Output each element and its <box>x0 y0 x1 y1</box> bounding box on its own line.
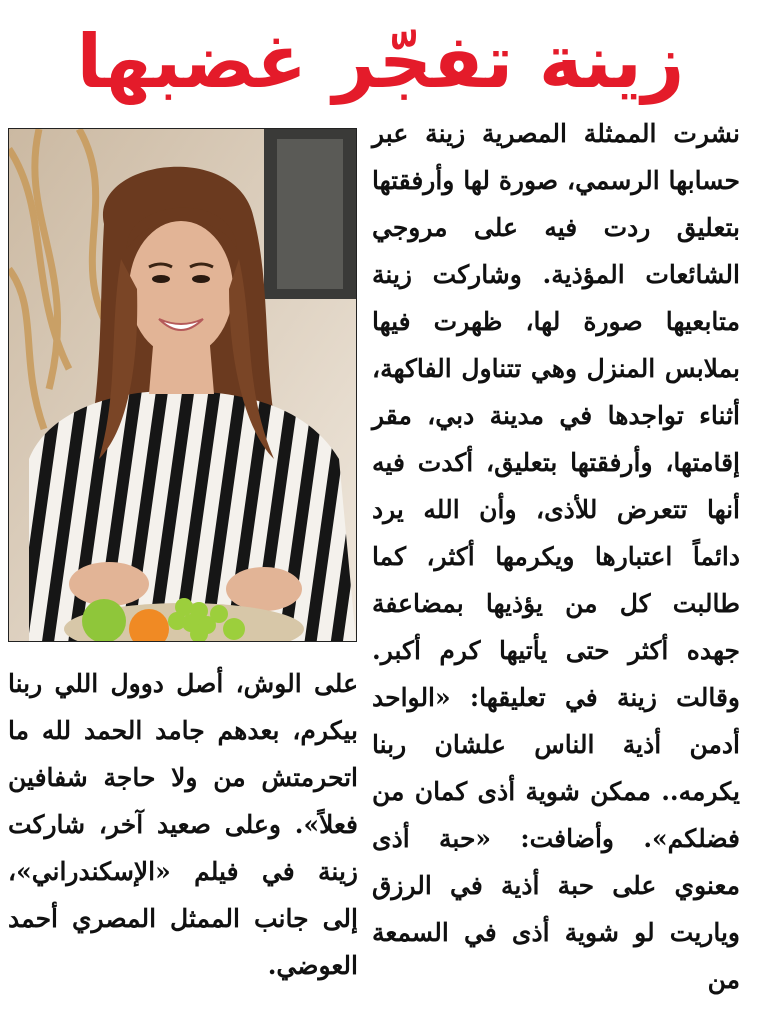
woman-photo-illustration <box>9 129 356 641</box>
article-body-left: على الوش، أصل دوول اللي ربنا بيكرم، بعدهم جامد الحمد لله ما اتحرمتش من ولا حاجة شفافين فعلاً». وعلى صعيد آخر، شاركت زينة في فيلم «الإسكندراني»، إلى جانب الممثل المصري أحمد العوضي. <box>8 669 358 980</box>
article-column-left <box>8 660 358 989</box>
right-hand <box>226 567 302 611</box>
left-hand <box>69 562 149 606</box>
article-column-right <box>372 110 740 1003</box>
apple <box>82 599 126 641</box>
article-photo <box>8 128 357 642</box>
face <box>129 221 233 357</box>
article-body-right: نشرت الممثلة المصرية زينة عبر حسابها الرسمي، صورة لها وأرفقتها بتعليق ردت فيه على مروجي الشائعات المؤذية. وشاركت زينة متابعيها صورة لها، ظهرت فيها بملابس المنزل وهي تتناول الفاكهة، أثناء تواجدها في مدينة دبي، مقر إقامتها، وأرفقتها بتعليق، أكدت فيه أنها تتعرض للأذى، وأن الله يرد دائماً اعتبارها ويكرمها أكثر، كما طالبت كل من يؤذيها بمضاعفة جهده أكثر حتى يأتيها كرم أكبر. وقالت زينة في تعليقها: «الواحد أدمن أذية الناس علشان ربنا يكرمه.. ممكن شوية أذى كمان من فضلكم». وأضافت: «حبة أذى معنوي على حبة أذية في الرزق وياريت لو شوية أذى في السمعة من <box>372 119 740 994</box>
headline: زينة تفجّر غضبها <box>76 19 685 105</box>
